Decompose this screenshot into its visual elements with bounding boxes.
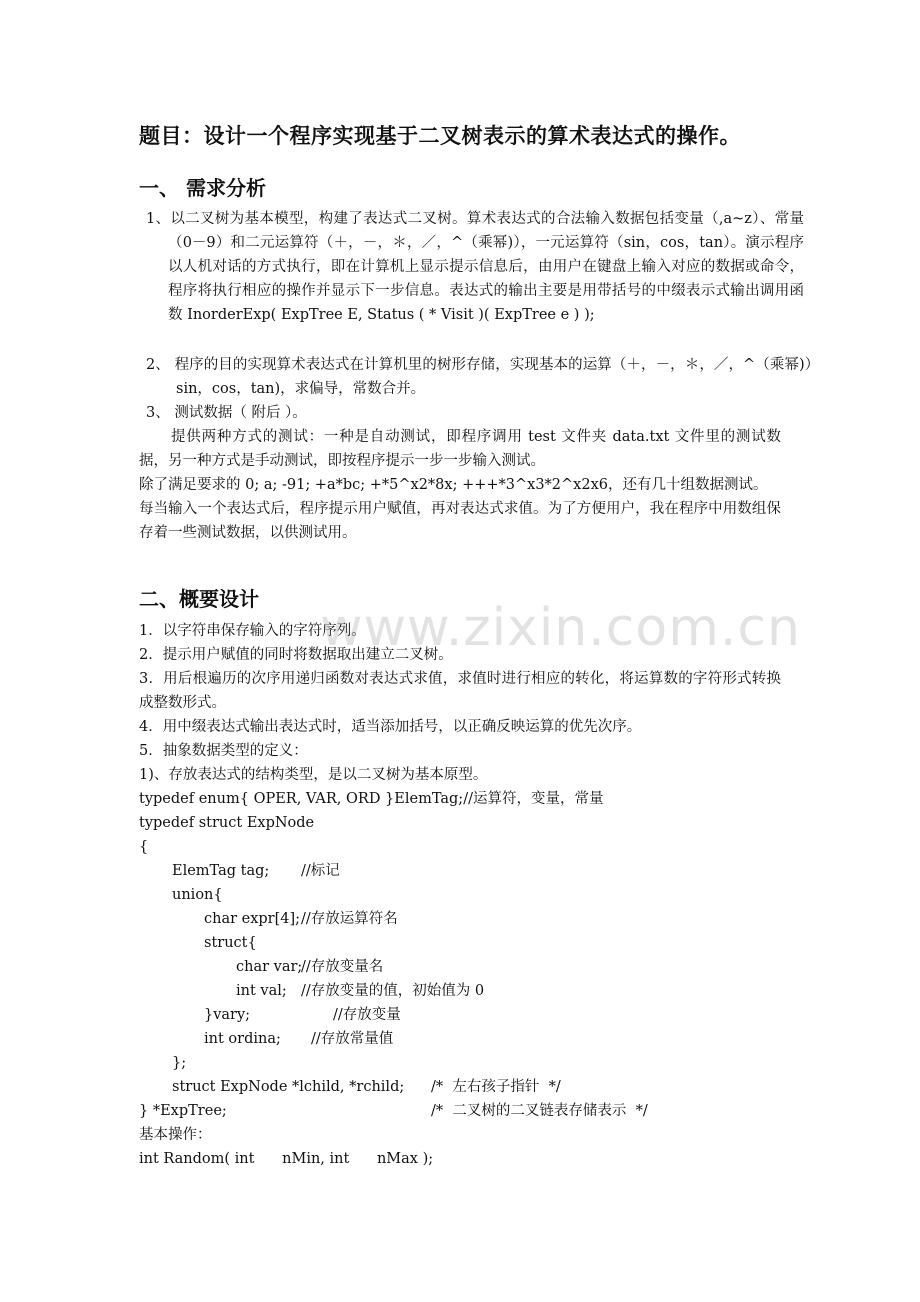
code-line-children: struct ExpNode *lchild, *rchild;: [172, 1079, 405, 1095]
code-line-expr: char expr[4];: [204, 911, 301, 927]
code-line-union: union{: [172, 887, 223, 903]
requirement-item-1: 1、以二叉树为基本模型，构建了表达式二叉树。算术表达式的合法输入数据包括变量（,a~z）、常量（0－9）和二元运算符（＋，－，＊，／，^（乘幂)），一元运算符（sin，cos，tan）。演示程序以人机对话的方式执行，即在计算机上显示提示信息后，由用户在键盘上输入对应的数据或命令，程序将执行相应的操作并显示下一步信息。表达式的输出主要是用带括号的中缀表示式输出调用函数 InorderExp( ExpTree E, Status ( * Visit )( ExpTree e ) );: [146, 211, 804, 323]
code-comment-var: //存放变量名: [301, 959, 384, 975]
code-comment-val: //存放变量的值，初始值为 0: [301, 983, 485, 999]
code-line-struct: struct{: [204, 935, 257, 951]
code-line-var: char var;: [236, 959, 303, 975]
code-comment-vary: //存放变量: [333, 1007, 401, 1023]
code-line-val: int val;: [236, 983, 287, 999]
code-line-typedef-struct: typedef struct ExpNode: [139, 815, 315, 831]
code-comment-exptree: /* 二叉树的二叉链表存储表示 */: [431, 1103, 648, 1119]
page-title: 题目：设计一个程序实现基于二叉树表示的算术表达式的操作。: [139, 123, 741, 148]
design-step-5: 5．抽象数据类型的定义：: [139, 743, 308, 759]
code-line-union-close: };: [172, 1055, 187, 1071]
test-description-paragraph: 提供两种方式的测试：一种是自动测试，即程序调用 test 文件夹 data.txt 文件里的测试数据，另一种方式是手动测试，即按程序提示一步一步输入测试。: [139, 429, 781, 469]
section-heading-requirements: 一、 需求分析: [139, 176, 266, 200]
code-line-random: int Random( int nMin, int nMax );: [139, 1151, 434, 1167]
design-substep-1: 1)、存放表达式的结构类型，是以二叉树为基本原型。: [139, 767, 488, 783]
design-step-2: 2．提示用户赋值的同时将数据取出建立二叉树。: [139, 647, 453, 663]
requirement-item-3: 3、 测试数据（ 附后 ）。: [146, 405, 307, 421]
test-data-paragraph: 除了满足要求的 0; a; -91; +a*bc; +*5^x2*8x; +++*3^x3*2^x2x6，还有几十组数据测试。: [139, 477, 768, 493]
design-step-4: 4．用中缀表达式输出表达式时，适当添加括号，以正确反映运算的优先次序。: [139, 719, 642, 735]
code-line-exptree: } *ExpTree;: [139, 1103, 227, 1119]
code-line-ordina: int ordina;: [204, 1031, 281, 1047]
section-heading-overview: 二、概要设计: [139, 587, 259, 611]
code-comment-tag: //标记: [301, 863, 340, 879]
code-line-typedef-enum: typedef enum{ OPER, VAR, ORD }ElemTag;//运算符，变量，常量: [139, 791, 604, 807]
code-comment-ordina: //存放常量值: [311, 1031, 394, 1047]
code-line-vary: }vary;: [204, 1007, 251, 1023]
design-step-3: 3．用后根遍历的次序用递归函数对表达式求值，求值时进行相应的转化，将运算数的字符形式转换成整数形式。: [139, 671, 781, 711]
test-usage-paragraph: 每当输入一个表达式后，程序提示用户赋值，再对表达式求值。为了方便用户，我在程序中用数组保存着一些测试数据，以供测试用。: [139, 501, 781, 541]
code-line-open-brace: {: [139, 839, 149, 855]
basic-operations-label: 基本操作：: [139, 1127, 212, 1143]
code-comment-expr: //存放运算符名: [301, 911, 398, 927]
code-comment-children: /* 左右孩子指针 */: [431, 1079, 561, 1095]
watermark: www.zixin.com.cn: [320, 598, 801, 658]
requirement-item-2: 2、 程序的目的实现算术表达式在计算机里的树形存储，实现基本的运算（＋，－，＊，／，^（乘幂)）sin，cos，tan)，求偏导，常数合并。: [146, 357, 812, 397]
design-step-1: 1．以字符串保存输入的字符序列。: [139, 623, 366, 639]
code-line-tag: ElemTag tag;: [172, 863, 270, 879]
